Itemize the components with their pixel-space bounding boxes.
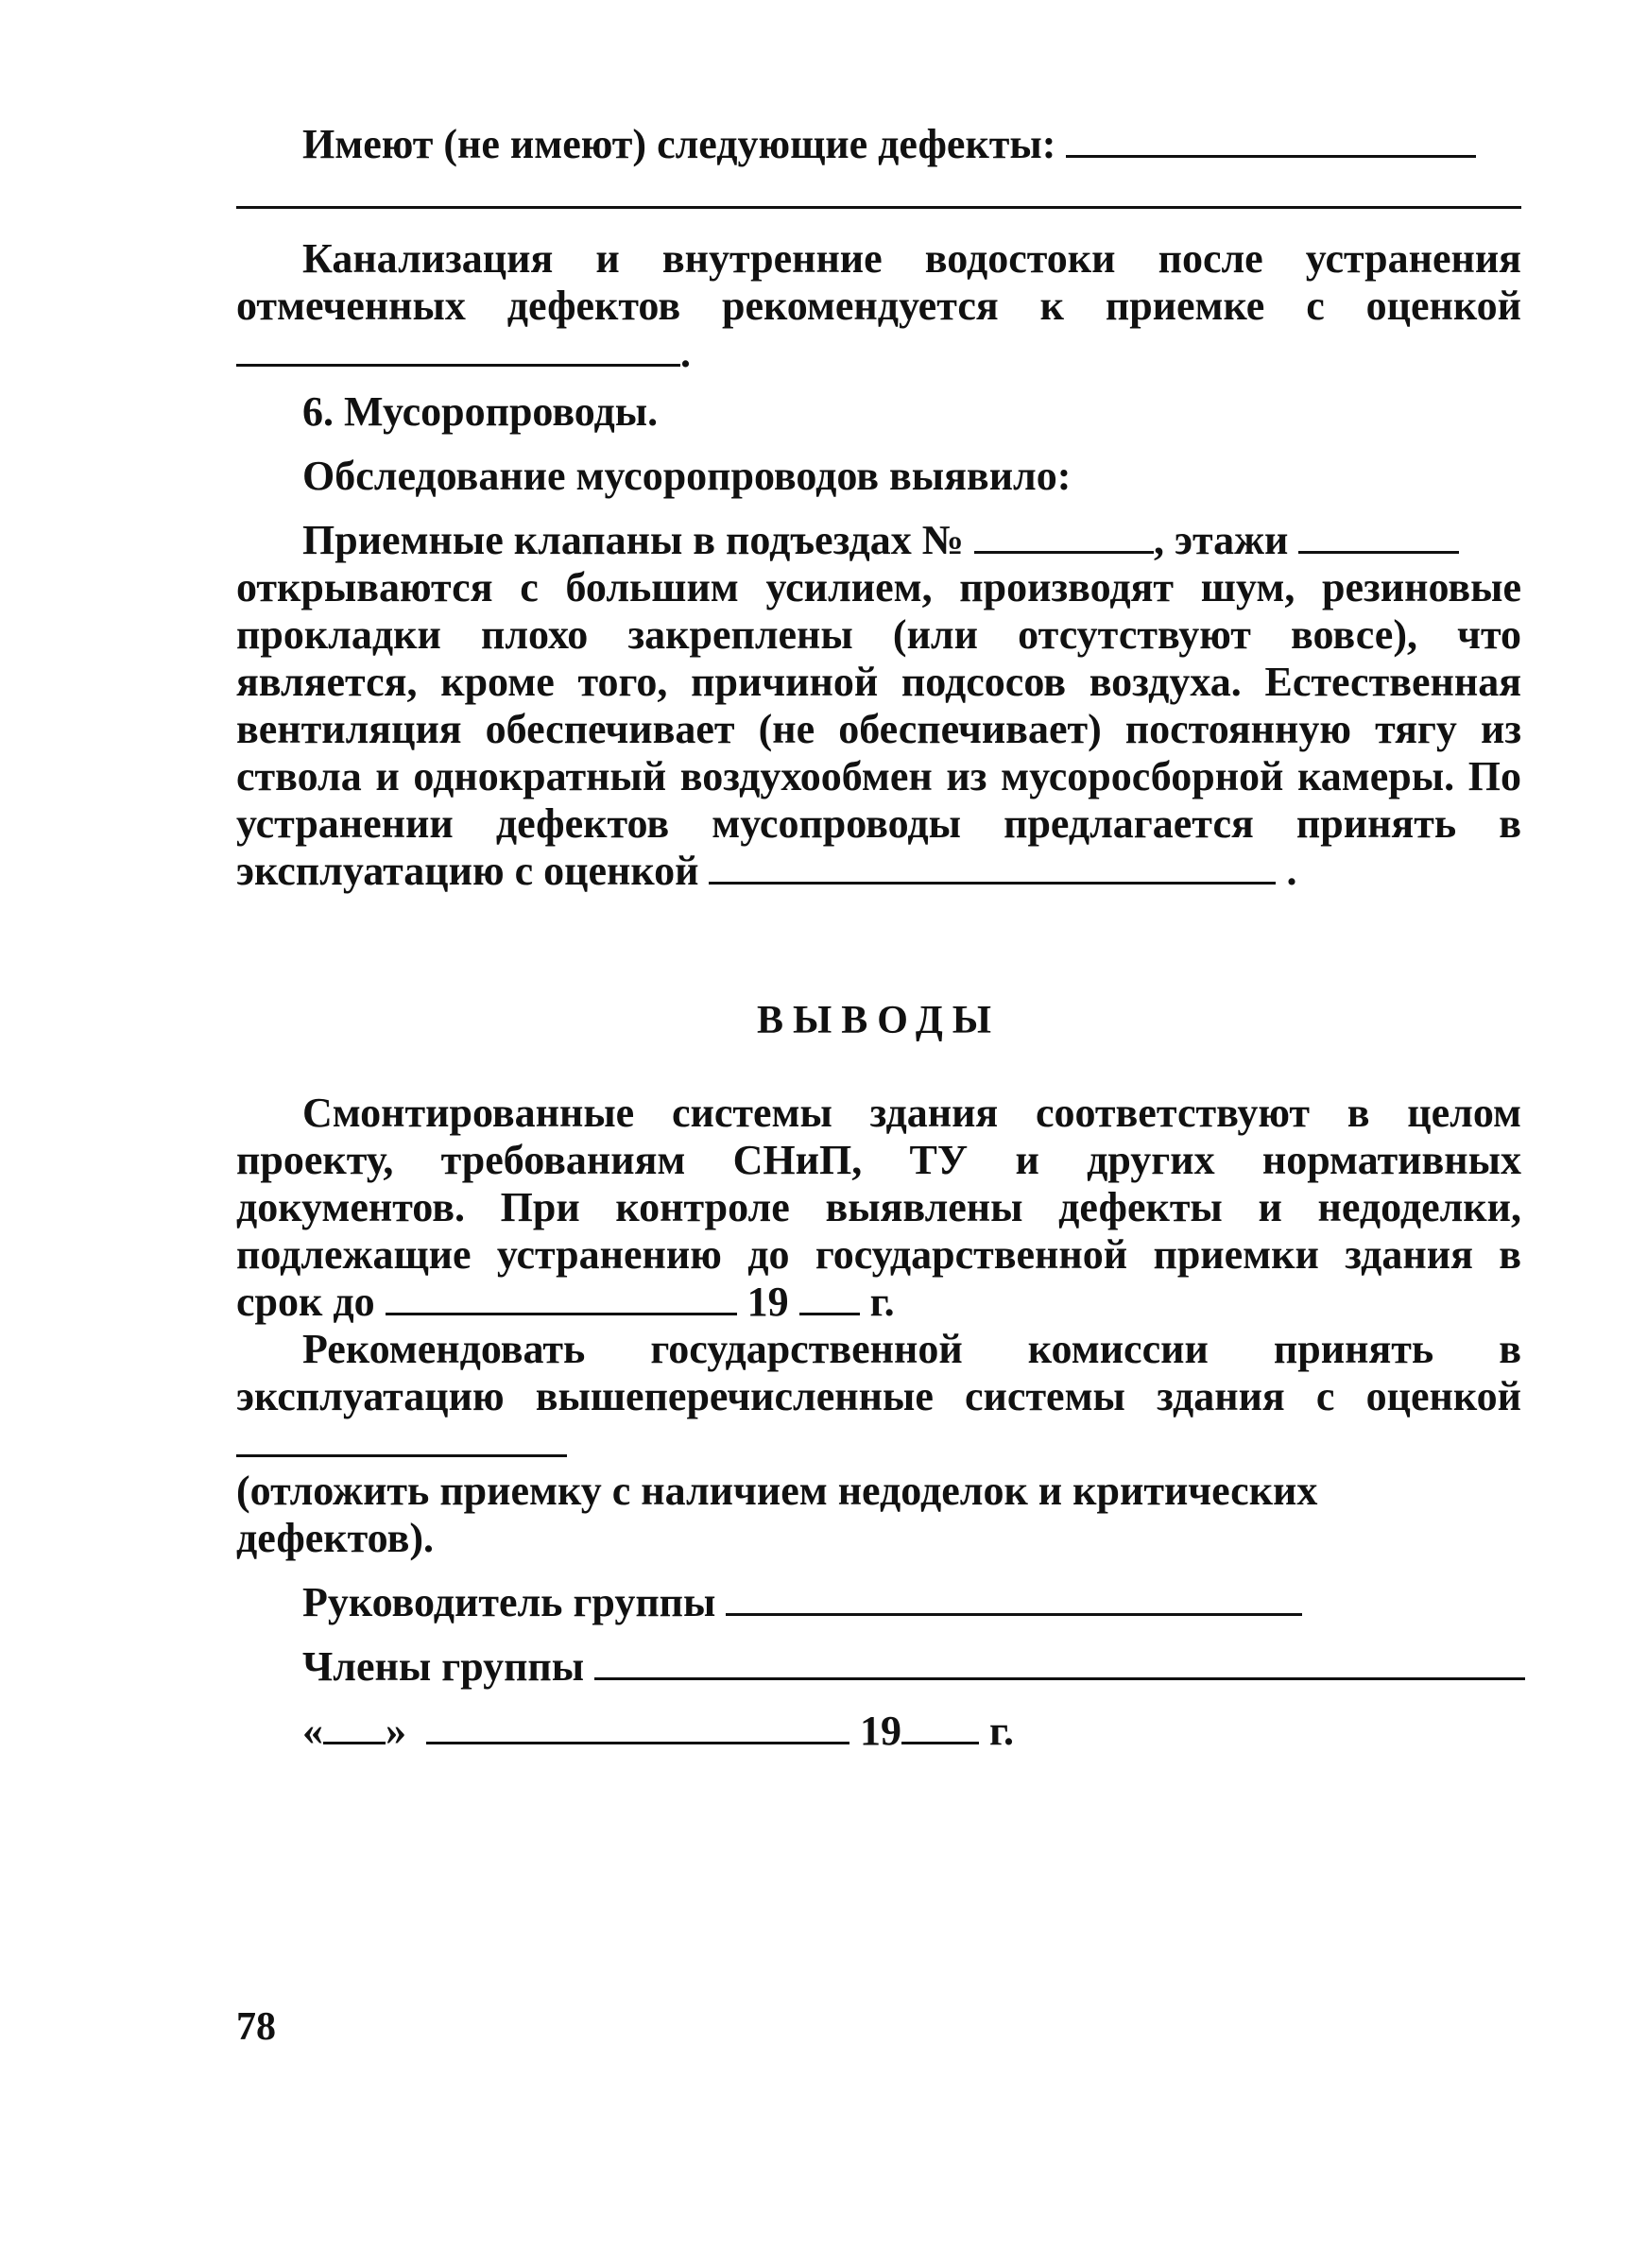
floors-label: , этажи xyxy=(1153,517,1289,563)
sewer-period: . xyxy=(680,330,691,376)
leader-label: Руководитель группы xyxy=(302,1579,716,1625)
members-line xyxy=(236,1643,1521,1691)
valves-line xyxy=(236,517,1521,564)
conclusions-p3: (отложить приемку с наличием недоделок и критических дефектов). xyxy=(236,1468,1318,1561)
defects-blank[interactable] xyxy=(1066,121,1476,158)
conclusions-p1 xyxy=(236,1090,1521,1326)
deadline-year-suffix: г. xyxy=(869,1279,895,1325)
date-line xyxy=(236,1708,1521,1755)
leader-signature-blank[interactable] xyxy=(726,1579,1302,1616)
garbage-grade-blank[interactable] xyxy=(709,848,1276,885)
defects-blank-line[interactable] xyxy=(236,206,1521,209)
day-blank[interactable] xyxy=(323,1708,386,1744)
entrance-number-blank[interactable] xyxy=(974,517,1154,554)
conclusions-heading: ВЫВОДЫ xyxy=(757,999,1001,1042)
garbage-body-text: открываются с большим усилием, производят шум, резиновые прокладки плохо закреплены (или отсутствуют вовсе), что является, кроме того, причиной подсосов воздуха. Естественная вентиляция обеспечивает (не обеспечивает) постоянную тягу из ствола и однократный воздухообмен из мусоросборной камеры. По устранении дефектов мусопроводы предлагается принять в эксплуатацию с оценкой xyxy=(236,564,1521,894)
members-signature-blank[interactable] xyxy=(594,1643,1525,1680)
deadline-year-blank[interactable] xyxy=(799,1279,860,1315)
date-year-blank[interactable] xyxy=(901,1708,979,1744)
members-label: Члены группы xyxy=(302,1643,585,1690)
garbage-survey: Обследование мусоропроводов выявило: xyxy=(302,453,1072,499)
defects-line xyxy=(236,121,1521,168)
garbage-title: 6. Мусоропроводы. xyxy=(302,388,659,435)
leader-line xyxy=(236,1579,1521,1626)
defects-label: Имеют (не имеют) следующие дефекты: xyxy=(302,121,1056,167)
conclusions-p2-text: Рекомендовать государственной комиссии принять в эксплуатацию вышеперечисленные системы здания с оценкой xyxy=(236,1326,1521,1419)
page-number: 78 xyxy=(236,2005,276,2049)
sewer-grade-blank[interactable] xyxy=(236,330,680,367)
date-year-prefix: 19 xyxy=(860,1708,901,1754)
conclusions-p2 xyxy=(236,1326,1521,1468)
sewer-text: Канализация и внутренние водостоки после устранения отмеченных дефектов рекомендуется к приемке с оценкой xyxy=(236,235,1521,329)
quote-open: « xyxy=(302,1708,323,1754)
garbage-period: . xyxy=(1286,848,1297,894)
garbage-body xyxy=(236,564,1521,895)
floors-blank[interactable] xyxy=(1298,517,1459,554)
sewer-paragraph xyxy=(236,235,1521,377)
deadline-blank[interactable] xyxy=(386,1279,737,1315)
conclusions-p1-text: Смонтированные системы здания соответствуют в целом проекту, требованиям СНиП, ТУ и других нормативных документов. При контроле выявлены дефекты и недоделки, подлежащие устранению до государственной приемки здания в срок до xyxy=(236,1090,1521,1325)
deadline-year-prefix: 19 xyxy=(746,1279,789,1325)
document-page xyxy=(236,121,1521,1755)
quote-close: » xyxy=(386,1708,406,1754)
final-grade-blank[interactable] xyxy=(236,1420,567,1457)
date-year-suffix: г. xyxy=(989,1708,1015,1754)
valves-start: Приемные клапаны в подъездах № xyxy=(302,517,964,563)
month-blank[interactable] xyxy=(426,1708,849,1744)
